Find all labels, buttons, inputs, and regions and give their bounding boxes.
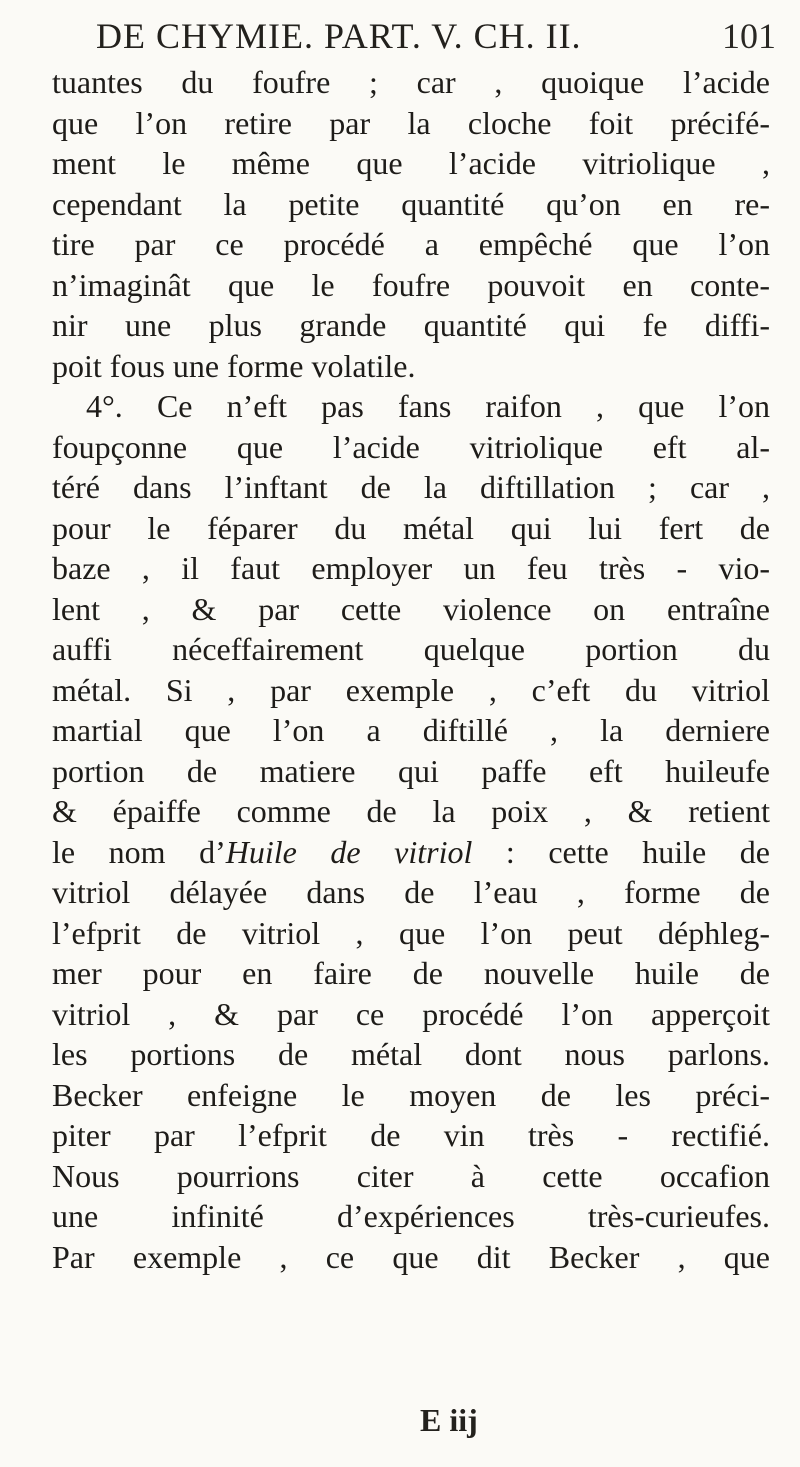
text-line: vitriol délayée dans de l’eau , forme de	[52, 874, 770, 910]
text-line: nir une plus grande quantité qui fe diffi-	[52, 307, 770, 343]
text-line: que l’on retire par la cloche foit précifé-	[52, 104, 770, 141]
text-line: auffi néceffairement quelque portion du	[52, 631, 770, 667]
text-line: cependant la petite quantité qu’on en re-	[52, 185, 770, 222]
text-line: baze , il faut employer un feu très - vio-	[52, 550, 770, 586]
text-line-with-italic: le nom d’Huile de vitriol : cette huile de	[52, 833, 770, 870]
italic-term: Huile de vitriol	[225, 833, 473, 870]
text-line: & épaiffe comme de la poix , & retient	[52, 793, 770, 829]
running-title: DE CHYMIE. PART. V. CH. II.	[96, 16, 582, 56]
text-line: Nous pourrions citer à cette occafion	[52, 1157, 770, 1194]
text-line: métal. Si , par exemple , c’eft du vitriol	[52, 671, 770, 708]
text-line: lent , & par cette violence on entraîne	[52, 590, 770, 627]
text-line: martial que l’on a diftillé , la derniere	[52, 712, 770, 748]
text-line: mer pour en faire de nouvelle huile de	[52, 955, 770, 991]
text-line: l’efprit de vitriol , que l’on peut déphleg-	[52, 914, 770, 951]
text-line: une infinité d’expériences très-curieufes.	[52, 1198, 770, 1234]
text-line: les portions de métal dont nous parlons.	[52, 1036, 770, 1072]
text-line: foupçonne que l’acide vitriolique eft al-	[52, 428, 770, 465]
page-number: 101	[722, 16, 776, 56]
running-head	[96, 14, 776, 58]
text-line: vitriol , & par ce procédé l’on apperçoit	[52, 995, 770, 1032]
signature-mark: E iij	[420, 1402, 478, 1438]
text-line: pour le féparer du métal qui lui fert de	[52, 509, 770, 546]
text-line: tuantes du foufre ; car , quoique l’acide	[52, 64, 770, 100]
text-line: n’imaginât que le foufre pouvoit en conte-	[52, 266, 770, 303]
text-line: Becker enfeigne le moyen de les préci-	[52, 1076, 770, 1113]
paragraph-end-line: poit fous une forme volatile.	[52, 347, 416, 384]
text-line: Par exemple , ce que dit Becker , que	[52, 1238, 770, 1275]
text-line: téré dans l’inftant de la diftillation ; car ,	[52, 469, 770, 505]
text-line: piter par l’efprit de vin très - rectifié.	[52, 1117, 770, 1153]
text-line: portion de matiere qui paffe eft huileufe	[52, 752, 770, 789]
paragraph-start-line: 4°. Ce n’eft pas fans raifon , que l’on	[86, 388, 770, 424]
body-text	[52, 62, 770, 1277]
text-line: tire par ce procédé a empêché que l’on	[52, 226, 770, 262]
text-line: ment le même que l’acide vitriolique ,	[52, 145, 770, 181]
